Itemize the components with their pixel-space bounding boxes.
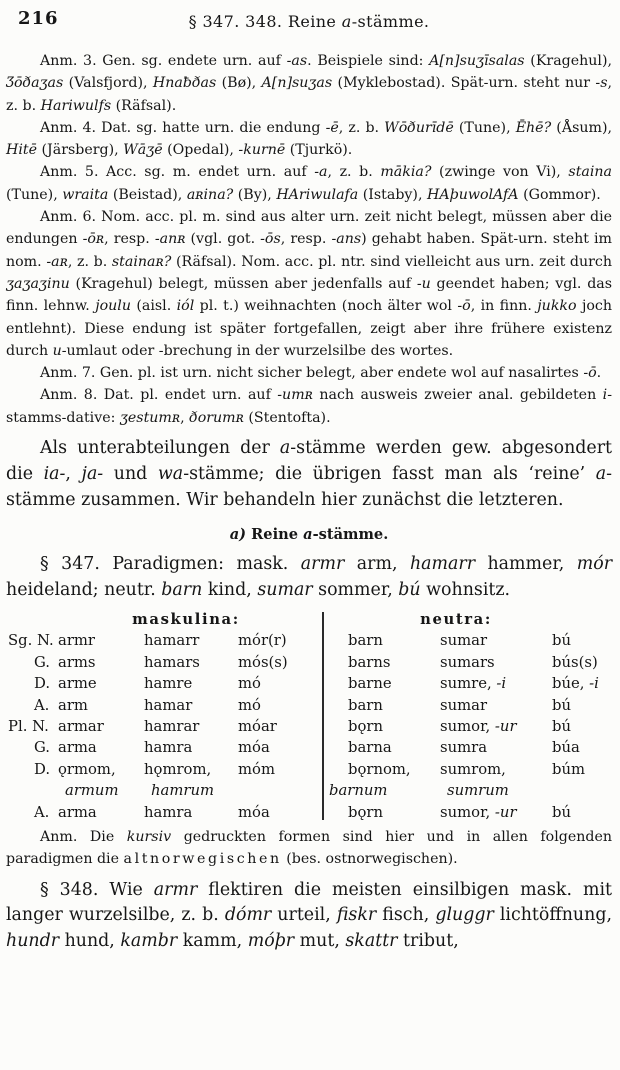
italic-text: Hnaƀðas bbox=[152, 75, 217, 92]
table-cell: sumrom, bbox=[440, 760, 506, 778]
italic-text: ʒestumʀ bbox=[119, 409, 181, 426]
italic-text: i bbox=[602, 387, 608, 404]
italic-text: fiskr bbox=[336, 905, 377, 926]
table-cell: búm bbox=[552, 760, 586, 778]
annotation-paragraph: Anm. 8. Dat. pl. endet urn. auf -umʀ nach ausweis zweier anal. gebildeten i-stamms-dative: ʒestumʀ, ðorumʀ (Stentofta). bbox=[6, 387, 612, 426]
paradigm-table bbox=[6, 609, 612, 823]
italic-text: -ans bbox=[331, 231, 362, 248]
page-header bbox=[6, 8, 612, 44]
row-label: G. bbox=[34, 739, 50, 757]
body-paragraph: § 348. Wie armr flektiren die meisten einsilbigen mask. mit langer wurzelsilbe, z. b. dómr urteil, fiskr fisch, gluggr lichtöffnung, hundr hund, kambr kamm, móþr mut, skattr tribut, bbox=[6, 879, 612, 952]
annotation-paragraph: Anm. 5. Acc. sg. m. endet urn. auf -a, z. b. mākia? (zwinge von Vi), staina (Tune), wraita (Beistad), aʀina? (By), HAriwulafa (Istaby), HAþuwolAfA (Gommor). bbox=[6, 164, 612, 203]
table-column-divider bbox=[322, 612, 324, 820]
italic-text: joulu bbox=[95, 298, 131, 315]
italic-text: a bbox=[341, 12, 352, 31]
italic-text: ja- bbox=[81, 463, 104, 484]
running-head: § 347. 348. Reine a-stämme. bbox=[188, 12, 430, 31]
table-cell: sumre, -i bbox=[440, 675, 507, 693]
annotation-paragraph: Anm. 3. Gen. sg. endete urn. auf -as. Beispiele sind: A[n]suʒīsalas (Kragehul), Ʒōðaʒas (Valsfjord), Hnaƀðas (Bø), A[n]suʒas (Myklebostad). Spät-urn. steht nur -s, z. b. Hariwulfs (Räfsal). bbox=[6, 53, 612, 114]
table-cell: arma bbox=[58, 803, 97, 821]
annotation-paragraph: Anm. 4. Dat. sg. hatte urn. die endung -ē, z. b. Wōðurīdē (Tune), Ēhē? (Åsum), Hitē (Järsberg), Wāʒē (Opedal), -kurnē (Tjurkö). bbox=[6, 119, 612, 159]
italic-text: sumar bbox=[257, 580, 313, 601]
italic-text: bú bbox=[398, 580, 421, 601]
row-label: G. bbox=[34, 653, 50, 671]
table-cell: bú bbox=[552, 803, 572, 821]
table-cell: arma bbox=[58, 739, 97, 757]
italic-text: -ōʀ bbox=[82, 231, 105, 248]
table-cell: hamars bbox=[144, 653, 200, 671]
table-cell: hamra bbox=[144, 739, 193, 757]
table-cell: mó bbox=[238, 696, 261, 714]
table-cell bbox=[144, 780, 238, 801]
table-cell: sumor, -ur bbox=[440, 803, 517, 821]
italic-text: -ur bbox=[494, 718, 517, 736]
italic-text: móþr bbox=[247, 931, 295, 952]
italic-text: -u bbox=[416, 275, 431, 292]
table-cell: bǫrn bbox=[348, 718, 383, 736]
italic-text: Hariwulfs bbox=[40, 97, 112, 114]
table-cell: sumor, -ur bbox=[440, 718, 517, 736]
table-row bbox=[6, 630, 612, 651]
italic-text: aʀina? bbox=[186, 186, 234, 203]
table-cell: móm bbox=[238, 760, 275, 778]
italic-text: -ō bbox=[457, 298, 471, 315]
table-row bbox=[6, 695, 612, 716]
table-header-row bbox=[6, 609, 612, 630]
italic-text: wraita bbox=[62, 186, 109, 203]
italic-text: jukko bbox=[537, 298, 577, 315]
table-cell: barne bbox=[348, 675, 392, 693]
italic-text: armr bbox=[300, 554, 345, 575]
italic-text: gluggr bbox=[435, 905, 494, 926]
row-label: A. bbox=[34, 803, 50, 821]
italic-text: HAriwulafa bbox=[276, 186, 359, 203]
table-cell: mór(r) bbox=[238, 632, 287, 650]
table-cell: barn bbox=[348, 696, 383, 714]
table-cell: arme bbox=[58, 675, 97, 693]
table-header-maskulina: maskulina: bbox=[132, 611, 240, 629]
italic-text: -ōs bbox=[260, 231, 281, 248]
table-cell bbox=[440, 780, 540, 801]
letterspaced-text: altnorwegischen bbox=[123, 851, 282, 868]
italic-text: kursiv bbox=[126, 829, 172, 846]
table-row bbox=[6, 673, 612, 694]
italic-text: A[n]suʒīsalas bbox=[429, 53, 525, 69]
table-cell: ǫrmom, bbox=[58, 760, 116, 778]
italic-text: kambr bbox=[120, 931, 178, 952]
italic-text: -i bbox=[589, 675, 599, 693]
italic-text: -kurnē bbox=[238, 142, 286, 159]
italic-text: -aʀ bbox=[46, 253, 68, 270]
italic-text: dómr bbox=[224, 905, 272, 926]
italic-text: HAþuwolAfA bbox=[427, 186, 519, 203]
italic-text: -s bbox=[595, 75, 608, 92]
table-row bbox=[6, 652, 612, 673]
italic-text: a bbox=[303, 526, 313, 544]
italic-text: mākia? bbox=[380, 164, 432, 181]
table-cell bbox=[322, 780, 440, 801]
row-label: D. bbox=[34, 760, 51, 778]
row-label: D. bbox=[34, 675, 51, 693]
table-cell: hamar bbox=[144, 696, 193, 714]
table-row bbox=[6, 716, 612, 737]
row-label: Sg. N. bbox=[8, 632, 54, 650]
italic-text: Hitē bbox=[6, 142, 38, 159]
row-label: Pl. N. bbox=[8, 718, 49, 736]
table-cell: armr bbox=[58, 632, 95, 650]
table-row bbox=[6, 802, 612, 823]
section-heading: a) Reine a-stämme. bbox=[229, 526, 389, 544]
italic-text: iól bbox=[176, 298, 195, 315]
annotation-paragraph: Anm. 6. Nom. acc. pl. m. sind aus alter urn. zeit nicht belegt, müssen aber die endungen -ōʀ, resp. -anʀ (vgl. got. -ōs, resp. -ans) gehabt haben. Spät-urn. steht im nom. -aʀ, z. b. stainaʀ? (Räfsal). Nom. acc. pl. ntr. sind vielleicht aus urn. zeit durch ʒaʒaʒinu (Kragehul) belegt, müssen aber jedenfalls auf -u geendet haben; vgl. das finn. lehnw. joulu (aisl. iól pl. t.) weihnachten (noch älter wol -ō, in finn. jukko joch entlehnt). Diese endung ist später fortgefallen, zeigt aber ihre frühere existenz durch u-umlaut oder -brechung in der wurzelsilbe des wortes. bbox=[6, 209, 613, 359]
page-number: 216 bbox=[18, 8, 59, 29]
table-cell: búa bbox=[552, 739, 580, 757]
page-body bbox=[6, 50, 612, 955]
italic-text: -umʀ bbox=[277, 387, 313, 404]
italic-text: -ur bbox=[494, 803, 517, 821]
italic-text: -ō bbox=[583, 365, 597, 382]
italic-text: hamrum bbox=[151, 782, 215, 800]
italic-text: mór bbox=[576, 554, 613, 575]
table-header-neutra: neutra: bbox=[420, 611, 492, 629]
table-cell: barns bbox=[348, 653, 391, 671]
italic-text: hamarr bbox=[409, 554, 476, 575]
italic-text: -i bbox=[496, 675, 507, 693]
italic-text: A[n]suʒas bbox=[261, 75, 333, 92]
italic-text: hundr bbox=[6, 931, 60, 952]
table-cell: hamrar bbox=[144, 718, 200, 736]
italic-text: staina bbox=[568, 164, 612, 181]
italic-text: -anʀ bbox=[154, 231, 186, 248]
italic-text: a bbox=[595, 463, 607, 484]
table-cell: arms bbox=[58, 653, 96, 671]
table-cell bbox=[58, 780, 144, 801]
table-cell bbox=[238, 780, 322, 801]
table-cell: arm bbox=[58, 696, 88, 714]
table-cell: armar bbox=[58, 718, 104, 736]
table-subrow bbox=[6, 780, 612, 801]
table-cell: sumars bbox=[440, 653, 495, 671]
table-cell: sumar bbox=[440, 632, 488, 650]
table-cell: móa bbox=[238, 803, 270, 821]
italic-text: -ē bbox=[325, 119, 339, 136]
italic-text: wa bbox=[157, 463, 184, 484]
table-cell: mós(s) bbox=[238, 653, 288, 671]
italic-text: u bbox=[52, 342, 62, 359]
table-cell: bǫrn bbox=[348, 803, 383, 821]
italic-text: barnum bbox=[329, 782, 388, 800]
italic-text: armr bbox=[153, 879, 198, 900]
italic-text: skattr bbox=[345, 931, 398, 952]
italic-text: Wōðurīdē bbox=[384, 119, 454, 136]
table-cell: sumar bbox=[440, 696, 488, 714]
table-cell: barna bbox=[348, 739, 392, 757]
table-cell: bú bbox=[552, 632, 572, 650]
italic-text: Ʒōðaʒas bbox=[6, 75, 64, 92]
row-label bbox=[6, 780, 58, 801]
table-cell: bú bbox=[552, 718, 572, 736]
italic-text: barn bbox=[161, 580, 203, 601]
italic-text: -a bbox=[314, 164, 328, 181]
table-cell: búe, -i bbox=[552, 675, 599, 693]
table-cell: bǫrnom, bbox=[348, 760, 411, 778]
body-paragraph: § 347. Paradigmen: mask. armr arm, hamarr hammer, mór heideland; neutr. barn kind, sumar sommer, bú wohnsitz. bbox=[6, 554, 613, 601]
table-cell: hǫmrom, bbox=[144, 760, 212, 778]
table-cell: móar bbox=[238, 718, 277, 736]
italic-text: ðorumʀ bbox=[189, 409, 244, 426]
table-cell: bús(s) bbox=[552, 653, 598, 671]
italic-text: a) bbox=[229, 526, 247, 544]
body-paragraph: Als unterabteilungen der a-stämme werden gew. abgesondert die ia-, ja- und wa-stämme; die übrigen fasst man als ‘reine’ a-stämme zusammen. Wir behandeln hier zunächst die letzteren. bbox=[6, 438, 613, 510]
table-cell: mó bbox=[238, 675, 261, 693]
italic-text: sumrum bbox=[447, 782, 509, 800]
table-cell: hamre bbox=[144, 675, 193, 693]
row-label: A. bbox=[34, 696, 50, 714]
italic-text: Wāʒē bbox=[123, 142, 163, 159]
italic-text: a bbox=[279, 438, 291, 459]
table-cell bbox=[540, 780, 612, 801]
italic-text: armum bbox=[65, 782, 119, 800]
table-row bbox=[6, 759, 612, 780]
table-cell: barn bbox=[348, 632, 383, 650]
italic-text: Ēhē? bbox=[515, 119, 552, 136]
annotation-paragraph: Anm. 7. Gen. pl. ist urn. nicht sicher belegt, aber endete wol auf nasalirtes -ō. bbox=[40, 365, 602, 382]
italic-text: stainaʀ? bbox=[111, 253, 172, 270]
table-cell: hamarr bbox=[144, 632, 200, 650]
italic-text: ʒaʒaʒinu bbox=[6, 275, 70, 292]
table-cell: bú bbox=[552, 696, 572, 714]
italic-text: -as bbox=[286, 53, 308, 69]
table-cell: sumra bbox=[440, 739, 488, 757]
table-cell: hamra bbox=[144, 803, 193, 821]
annotation-paragraph: Anm. Die kursiv gedruckten formen sind hier und in allen folgenden paradigmen die altnorwegischen (bes. ostnorwegischen). bbox=[6, 829, 612, 868]
table-cell: móa bbox=[238, 739, 270, 757]
table-row bbox=[6, 737, 612, 758]
italic-text: ia- bbox=[43, 463, 66, 484]
